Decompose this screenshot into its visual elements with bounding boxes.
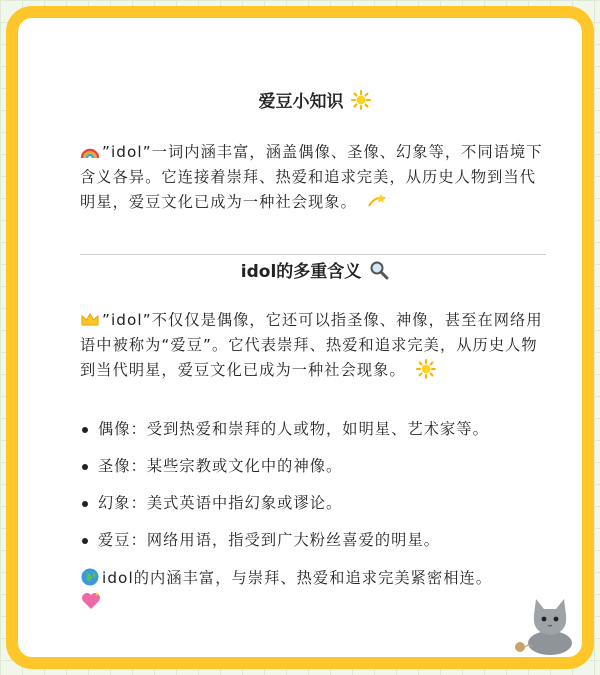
- section-title-text: 爱豆小知识: [258, 92, 344, 112]
- closing-text: idol的内涵丰富，与崇拜、热爱和追求完美紧密相连。: [102, 569, 493, 587]
- meanings-paragraph: [80, 308, 548, 383]
- section-divider: [80, 254, 546, 255]
- section-title-knowledge: [80, 90, 550, 114]
- intro-paragraph: [80, 140, 548, 215]
- crown-icon: [80, 311, 100, 327]
- cat-illustration: [502, 585, 580, 655]
- list-item: 幻象：美式英语中指幻象或谬论。: [80, 491, 548, 516]
- magnifier-icon: [369, 260, 389, 280]
- list-item: 圣像：某些宗教或文化中的神像。: [80, 454, 548, 479]
- dizzy-icon: [367, 192, 387, 210]
- section-title-text: idol的多重含义: [240, 262, 362, 282]
- list-item: 爱豆：网络用语，指受到广大粉丝喜爱的明星。: [80, 528, 548, 553]
- section-title-meanings: [80, 260, 550, 284]
- intro-text: ”idol”一词内涵丰富，涵盖偶像、圣像、幻象等，不同语境下含义各异。它连接着崇拜、热爱和追求完美，从历史人物到当代明星，爱豆文化已成为一种社会现象。: [80, 143, 543, 211]
- rainbow-icon: [80, 143, 100, 159]
- meanings-text: ”idol”不仅仅是偶像，它还可以指圣像、神像，甚至在网络用语中被称为“爱豆”。它代表崇拜、热爱和追求完美，从历史人物到当代明星，爱豆文化已成为一种社会现象。: [80, 311, 543, 379]
- list-item: 偶像：受到热爱和崇拜的人或物，如明星、艺术家等。: [80, 417, 548, 442]
- sun-icon: [416, 359, 436, 379]
- globe-icon: [80, 567, 100, 587]
- note-card: [6, 6, 594, 669]
- sun-icon: [351, 90, 371, 110]
- sparkling-heart-icon: [80, 591, 102, 611]
- meanings-list: [80, 417, 548, 565]
- closing-paragraph: [80, 566, 548, 616]
